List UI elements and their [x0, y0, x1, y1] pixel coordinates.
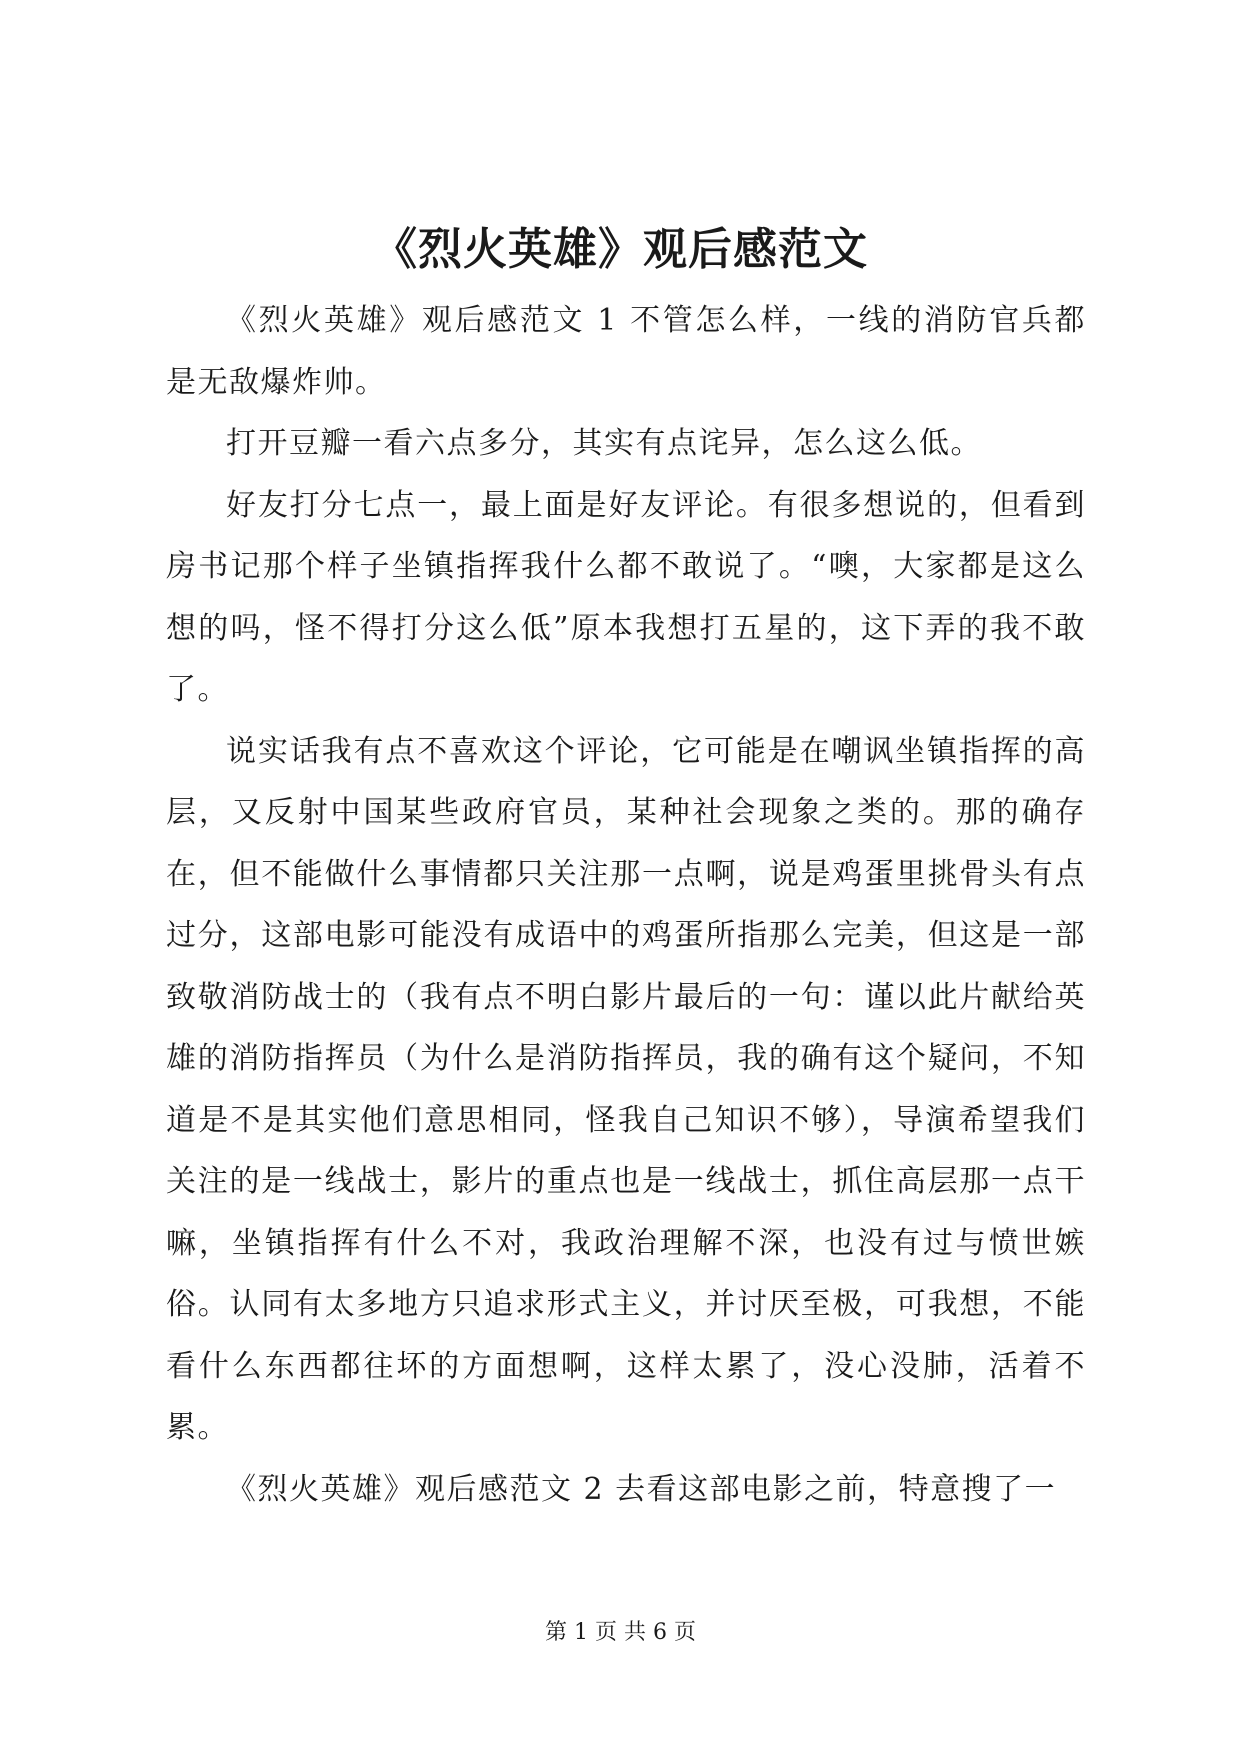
paragraph-2: 打开豆瓣一看六点多分，其实有点诧异，怎么这么低。	[226, 426, 982, 461]
paragraph-4: 说实话我有点不喜欢这个评论，它可能是在嘲讽坐镇指挥的高层，又反射中国某些政府官员，某种社会现象之类的。那的确存在，但不能做什么事情都只关注那一点啊，说是鸡蛋里挑骨头有点过分，这部电影可能没有成语中的鸡蛋所指那么完美，但这是一部致敬消防战士的（我有点不明白影片最后的一句：谨以此片献给英雄的消防指挥员（为什么是消防指挥员，我的确有这个疑问，不知道是不是其实他们意思相同，怪我自己知识不够），导演希望我们关注的是一线战士，影片的重点也是一线战士，抓住高层那一点干嘛，坐镇指挥有什么不对，我政治理解不深，也没有过与愤世嫉俗。认同有太多地方只追求形式主义，并讨厌至极，可我想，不能看什么东西都往坏的方面想啊，这样太累了，没心没肺，活着不累。	[166, 733, 1086, 1445]
paragraph-3: 好友打分七点一，最上面是好友评论。有很多想说的，但看到房书记那个样子坐镇指挥我什么都不敢说了。“噢，大家都是这么想的吗，怪不得打分这么低”原本我想打五星的，这下弄的我不敢了。	[166, 487, 1086, 707]
page-footer: 第 1 页 共 6 页	[545, 1620, 696, 1645]
document-body	[166, 290, 1086, 1520]
paragraph-1: 《烈火英雄》观后感范文 1 不管怎么样，一线的消防官兵都是无敌爆炸帅。	[166, 303, 1086, 400]
document-title: 《烈火英雄》观后感范文	[373, 224, 868, 275]
paragraph-5: 《烈火英雄》观后感范文 2 去看这部电影之前，特意搜了一	[226, 1471, 1057, 1507]
